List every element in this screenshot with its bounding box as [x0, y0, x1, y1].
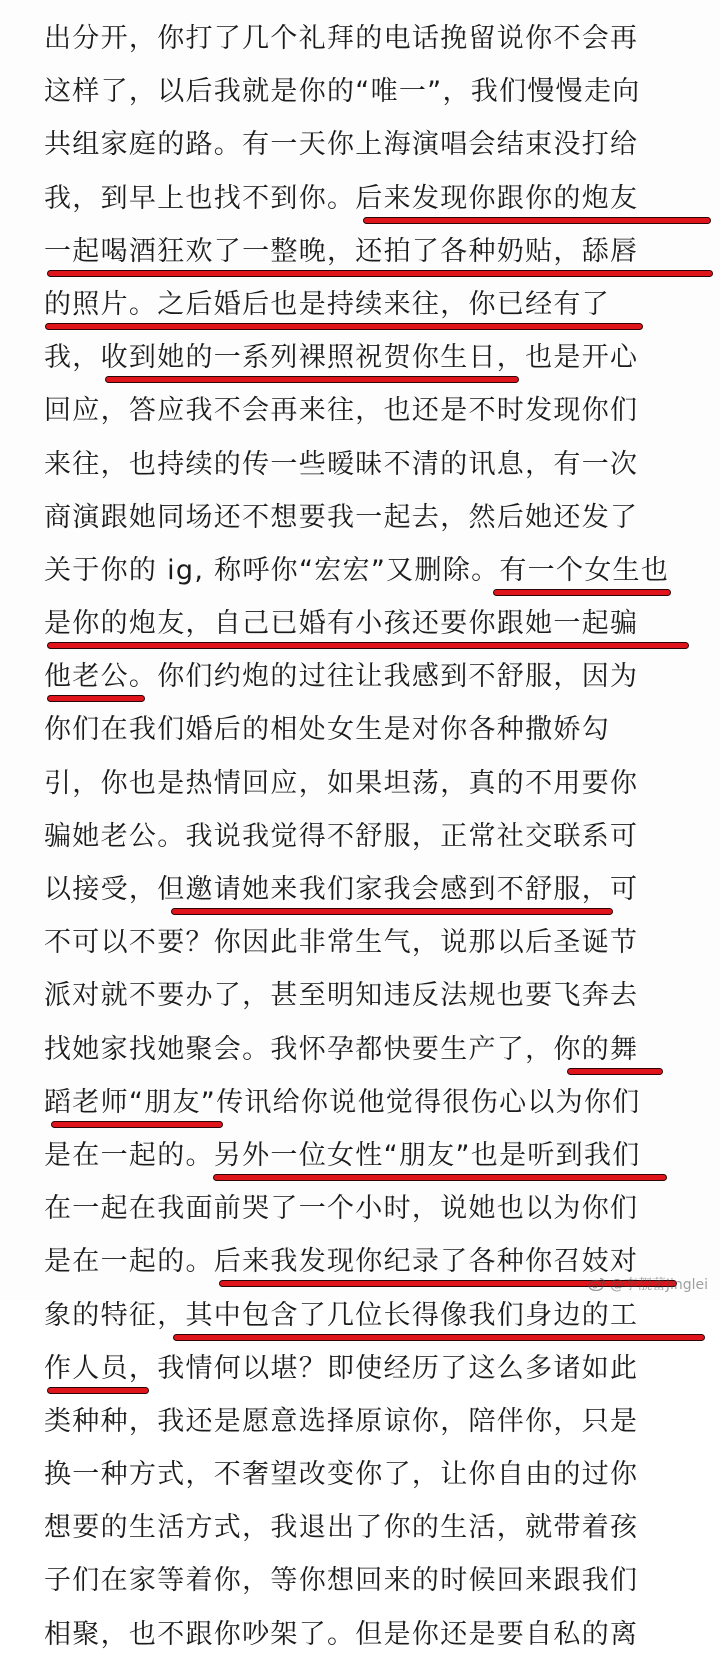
text-line-17-content: 以接受，但邀请她来我们家我会感到不舒服，可: [44, 874, 639, 905]
text-line-15: [44, 757, 684, 810]
text-line-2: [44, 65, 684, 118]
text-line-12: [44, 597, 684, 650]
text-line-15-content: 引，你也是热情回应，如果坦荡，真的不用要你: [44, 767, 639, 799]
document-text-block: [44, 12, 684, 1661]
text-line-9: [44, 438, 684, 491]
highlight-underline: [172, 909, 612, 914]
watermark-text: @李靓蕾Jinglei: [609, 1277, 708, 1293]
text-line-27-content: 类种种，我还是愿意选择原谅你，陪伴你，只是: [44, 1405, 639, 1437]
text-line-10-content: 商演跟她同场还不想要我一起去，然后她还发了: [44, 501, 639, 533]
text-line-23: [44, 1182, 684, 1235]
text-line-20: [44, 1023, 684, 1076]
text-line-14-content: 你们在我们婚后的相处女生是对你各种撒娇勾: [44, 714, 610, 746]
text-line-21: [44, 1076, 684, 1129]
highlight-underline: [364, 218, 710, 223]
text-line-16-content: 骗她老公。我说我觉得不舒服，正常社交联系可: [44, 820, 639, 852]
text-line-8: [44, 384, 684, 437]
highlight-underline: [48, 643, 688, 648]
highlight-underline: [174, 1335, 704, 1340]
text-line-13: [44, 650, 684, 703]
text-line-26: [44, 1342, 684, 1395]
text-line-1-content: 出分开，你打了几个礼拜的电话挽留说你不会再: [44, 23, 639, 54]
text-line-14: [44, 703, 684, 756]
highlight-underline: [494, 590, 670, 595]
text-line-4: [44, 172, 684, 225]
watermark: [588, 1274, 708, 1294]
text-line-31: [44, 1608, 684, 1661]
text-line-30: [44, 1554, 684, 1607]
text-line-11-content: 关于你的 ig, 称呼你“宏宏”又删除。有一个女生也: [44, 554, 670, 586]
highlight-underline: [214, 1175, 666, 1180]
text-line-24-content: 是在一起的。后来我发现你纪录了各种你召妓对: [44, 1246, 639, 1278]
text-line-6: [44, 278, 684, 331]
text-line-3: [44, 118, 684, 171]
text-line-20-content: 找她家找她聚会。我怀孕都快要生产了，你的舞: [44, 1033, 639, 1065]
text-line-4-content: 我，到早上也找不到你。后来发现你跟你的炮友: [44, 182, 639, 214]
text-line-6-content: 的照片。之后婚后也是持续来往，你已经有了: [44, 288, 610, 320]
text-line-19-content: 派对就不要办了，甚至明知违反法规也要飞奔去: [44, 980, 639, 1012]
text-line-26-content: 作人员，我情何以堪？即使经历了这么多诸如此: [44, 1352, 639, 1384]
text-line-2-content: 这样了，以后我就是你的“唯一”，我们慢慢走向: [44, 76, 641, 108]
text-line-19: [44, 969, 684, 1022]
text-line-1: [44, 12, 684, 65]
text-line-17: [44, 863, 684, 916]
highlight-underline: [48, 696, 144, 701]
highlight-underline: [46, 324, 642, 329]
text-line-30-content: 子们在家等着你，等你想回来的时候回来跟我们: [44, 1565, 639, 1597]
text-line-28: [44, 1448, 684, 1501]
highlight-underline: [48, 271, 712, 276]
text-line-3-content: 共组家庭的路。有一天你上海演唱会结束没打给: [44, 129, 639, 161]
text-line-8-content: 回应，答应我不会再来往，也还是不时发现你们: [44, 395, 639, 427]
text-line-7: [44, 331, 684, 384]
text-line-28-content: 换一种方式，不奢望改变你了，让你自由的过你: [44, 1459, 639, 1491]
text-line-29-content: 想要的生活方式，我退出了你的生活，就带着孩: [44, 1512, 639, 1544]
text-line-31-content: 相聚，也不跟你吵架了。但是你还是要自私的离: [44, 1618, 639, 1650]
text-line-18-content: 不可以不要？你因此非常生气，说那以后圣诞节: [44, 927, 639, 959]
text-line-9-content: 来往，也持续的传一些暧昧不清的讯息，有一次: [44, 448, 639, 480]
text-line-18: [44, 916, 684, 969]
text-line-11: [44, 544, 684, 597]
highlight-underline: [48, 1388, 148, 1393]
weibo-logo-icon: [588, 1277, 606, 1291]
text-line-12-content: 是你的炮友，自己已婚有小孩还要你跟她一起骗: [44, 608, 639, 640]
text-line-25: [44, 1289, 684, 1342]
text-line-21-content: 蹈老师“朋友”传讯给你说他觉得很伤心以为你们: [44, 1086, 641, 1118]
text-line-5: [44, 225, 684, 278]
highlight-underline: [52, 1122, 222, 1127]
text-line-13-content: 他老公。你们约炮的过往让我感到不舒服，因为: [44, 661, 639, 693]
text-line-5-content: 一起喝酒狂欢了一整晚，还拍了各种奶贴，舔唇: [44, 235, 639, 267]
text-line-10: [44, 491, 684, 544]
highlight-underline: [106, 377, 518, 382]
text-line-25-content: 象的特征，其中包含了几位长得像我们身边的工: [44, 1299, 639, 1331]
text-line-7-content: 我，收到她的一系列裸照祝贺你生日，也是开心: [44, 342, 639, 374]
text-line-29: [44, 1501, 684, 1554]
highlight-underline: [568, 1069, 662, 1074]
text-line-16: [44, 810, 684, 863]
text-line-22-content: 是在一起的。另外一位女性“朋友”也是听到我们: [44, 1139, 641, 1171]
text-line-23-content: 在一起在我面前哭了一个小时，说她也以为你们: [44, 1193, 639, 1225]
text-line-27: [44, 1395, 684, 1448]
text-line-22: [44, 1129, 684, 1182]
